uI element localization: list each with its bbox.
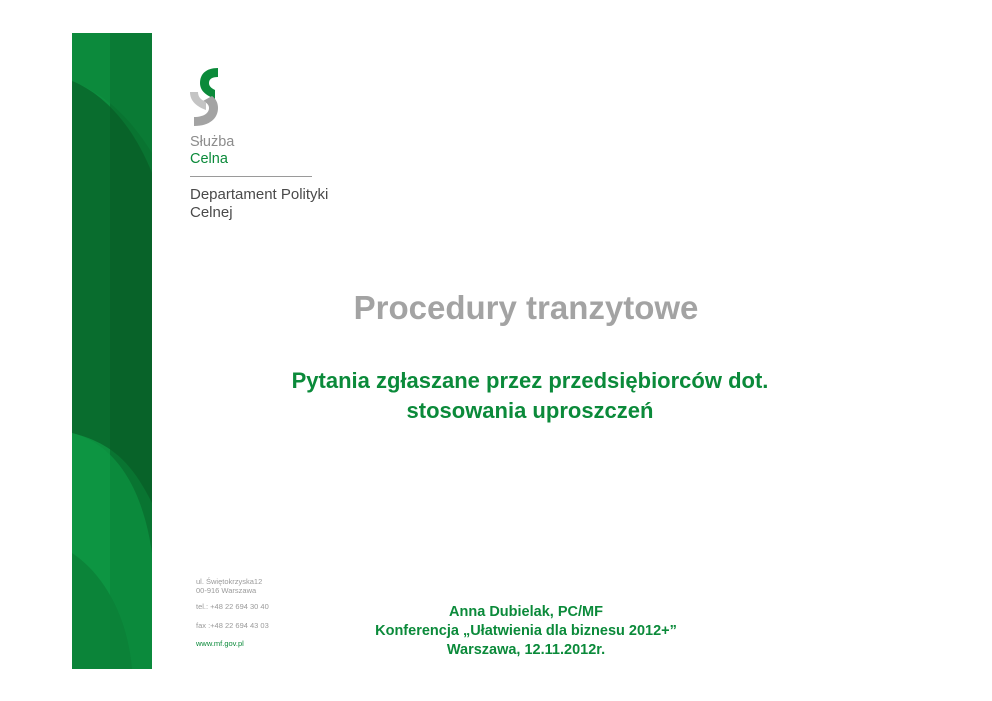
department-line2: Celnej — [190, 204, 233, 221]
slide-subtitle — [180, 366, 880, 426]
subtitle-line1: Pytania zgłaszane przez przedsiębiorców dot. — [291, 368, 769, 393]
address-fax: fax :+48 22 694 43 03 — [196, 621, 269, 630]
department-name — [190, 186, 328, 222]
address-street: ul. Świętokrzyska12 — [196, 577, 263, 586]
brand-divider — [190, 176, 312, 177]
slide-title: Procedury tranzytowe — [353, 289, 699, 326]
brand-name-line1: Służba — [190, 134, 235, 150]
decorative-green-band — [72, 33, 152, 669]
footer-conference: Konferencja „Ułatwienia dla biznesu 2012+” — [375, 623, 677, 639]
address-city: 00-916 Warszawa — [196, 586, 257, 595]
sluzba-celna-logo-icon — [188, 66, 228, 128]
footer-author: Anna Dubielak, PC/MF — [449, 604, 603, 620]
department-line1: Departament Polityki — [190, 186, 329, 203]
contact-address — [196, 577, 269, 648]
brand-name-line2: Celna — [190, 151, 228, 167]
brand-name — [190, 134, 234, 168]
presentation-footer — [330, 603, 722, 660]
address-tel: tel.: +48 22 694 30 40 — [196, 602, 269, 611]
address-website-link[interactable]: www.mf.gov.pl — [196, 639, 244, 648]
subtitle-line2: stosowania uproszczeń — [406, 398, 654, 423]
footer-place-date: Warszawa, 12.11.2012r. — [446, 642, 606, 658]
